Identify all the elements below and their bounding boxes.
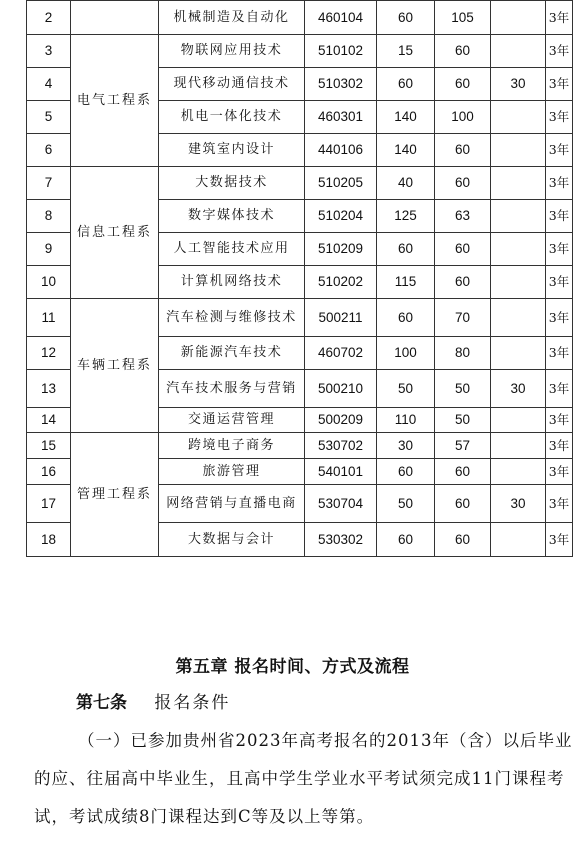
major-code: 500211 [305,299,377,337]
major-name: 大数据与会计 [159,523,305,557]
row-number: 8 [27,200,71,233]
major-name: 旅游管理 [159,459,305,485]
study-duration: 3年 [546,337,573,370]
plan-count-a: 30 [377,433,435,459]
major-name: 机械制造及自动化 [159,1,305,35]
plan-count-c [491,134,546,167]
plan-count-a: 15 [377,35,435,68]
row-number: 7 [27,167,71,200]
row-number: 11 [27,299,71,337]
study-duration: 3年 [546,200,573,233]
plan-count-b: 60 [435,167,491,200]
row-number: 3 [27,35,71,68]
plan-count-c [491,523,546,557]
plan-count-c: 30 [491,68,546,101]
major-code: 510205 [305,167,377,200]
row-number: 10 [27,266,71,299]
row-number: 14 [27,408,71,433]
row-number: 16 [27,459,71,485]
major-name: 网络营销与直播电商 [159,485,305,523]
plan-count-b: 60 [435,266,491,299]
row-number: 15 [27,433,71,459]
plan-count-c [491,1,546,35]
major-code: 510209 [305,233,377,266]
major-name: 计算机网络技术 [159,266,305,299]
major-name: 机电一体化技术 [159,101,305,134]
plan-count-a: 60 [377,459,435,485]
plan-count-c [491,299,546,337]
major-code: 440106 [305,134,377,167]
plan-count-b: 70 [435,299,491,337]
row-number: 5 [27,101,71,134]
study-duration: 3年 [546,370,573,408]
major-name: 数字媒体技术 [159,200,305,233]
plan-count-a: 60 [377,523,435,557]
major-name: 汽车技术服务与营销 [159,370,305,408]
plan-count-b: 60 [435,485,491,523]
major-code: 510302 [305,68,377,101]
study-duration: 3年 [546,35,573,68]
major-code: 500209 [305,408,377,433]
department-cell: 电气工程系 [71,35,159,167]
plan-count-c [491,200,546,233]
plan-count-c [491,337,546,370]
plan-count-a: 100 [377,337,435,370]
study-duration: 3年 [546,1,573,35]
table-row [27,167,573,200]
enrollment-plan-table [26,0,573,557]
plan-count-a: 115 [377,266,435,299]
plan-count-c [491,433,546,459]
study-duration: 3年 [546,167,573,200]
study-duration: 3年 [546,299,573,337]
plan-count-a: 60 [377,1,435,35]
table-row [27,433,573,459]
major-code: 510202 [305,266,377,299]
plan-count-a: 125 [377,200,435,233]
plan-count-c [491,35,546,68]
major-code: 510204 [305,200,377,233]
major-code: 530302 [305,523,377,557]
plan-count-c [491,101,546,134]
plan-count-a: 60 [377,299,435,337]
study-duration: 3年 [546,266,573,299]
eligibility-paragraph: （一）已参加贵州省2023年高考报名的2013年（含）以后毕业的应、往届高中毕业生，且高中学生学业水平考试须完成11门课程考试，考试成绩8门课程达到C等及以上等第。 [34,731,573,826]
major-name: 交通运营管理 [159,408,305,433]
study-duration: 3年 [546,459,573,485]
major-name: 新能源汽车技术 [159,337,305,370]
study-duration: 3年 [546,134,573,167]
plan-count-c: 30 [491,485,546,523]
table-body [27,1,573,557]
row-number: 17 [27,485,71,523]
plan-count-c [491,459,546,485]
major-name: 跨境电子商务 [159,433,305,459]
plan-count-c [491,233,546,266]
chapter-heading: 第五章 报名时间、方式及流程 [175,657,410,677]
plan-count-b: 60 [435,523,491,557]
article-title: 报名条件 [154,693,231,713]
department-cell: 管理工程系 [71,433,159,557]
plan-count-b: 100 [435,101,491,134]
major-code: 530704 [305,485,377,523]
table-row [27,35,573,68]
study-duration: 3年 [546,101,573,134]
study-duration: 3年 [546,433,573,459]
plan-count-a: 60 [377,233,435,266]
plan-count-a: 50 [377,370,435,408]
plan-count-b: 50 [435,370,491,408]
row-number: 9 [27,233,71,266]
major-name: 汽车检测与维修技术 [159,299,305,337]
row-number: 13 [27,370,71,408]
study-duration: 3年 [546,233,573,266]
major-name: 现代移动通信技术 [159,68,305,101]
plan-count-a: 110 [377,408,435,433]
row-number: 6 [27,134,71,167]
article-line [76,688,230,713]
major-name: 建筑室内设计 [159,134,305,167]
major-code: 460301 [305,101,377,134]
plan-count-b: 105 [435,1,491,35]
row-number: 18 [27,523,71,557]
major-name: 物联网应用技术 [159,35,305,68]
table-row [27,1,573,35]
department-cell: 信息工程系 [71,167,159,299]
plan-count-a: 140 [377,134,435,167]
plan-count-c [491,167,546,200]
plan-count-b: 57 [435,433,491,459]
major-name: 大数据技术 [159,167,305,200]
study-duration: 3年 [546,485,573,523]
plan-count-b: 60 [435,68,491,101]
table-row [27,299,573,337]
plan-count-b: 60 [435,233,491,266]
plan-count-b: 80 [435,337,491,370]
plan-count-a: 50 [377,485,435,523]
major-code: 510102 [305,35,377,68]
plan-count-c: 30 [491,370,546,408]
major-code: 540101 [305,459,377,485]
plan-count-a: 60 [377,68,435,101]
row-number: 2 [27,1,71,35]
plan-count-a: 40 [377,167,435,200]
plan-count-b: 60 [435,134,491,167]
article-number: 第七条 [76,693,127,713]
major-name: 人工智能技术应用 [159,233,305,266]
plan-count-b: 60 [435,459,491,485]
major-code: 530702 [305,433,377,459]
major-code: 460702 [305,337,377,370]
plan-count-c [491,408,546,433]
study-duration: 3年 [546,408,573,433]
major-code: 500210 [305,370,377,408]
study-duration: 3年 [546,523,573,557]
plan-count-b: 60 [435,35,491,68]
plan-count-c [491,266,546,299]
major-code: 460104 [305,1,377,35]
plan-count-b: 50 [435,408,491,433]
row-number: 4 [27,68,71,101]
department-cell [71,1,159,35]
plan-count-a: 140 [377,101,435,134]
row-number: 12 [27,337,71,370]
plan-count-b: 63 [435,200,491,233]
study-duration: 3年 [546,68,573,101]
department-cell: 车辆工程系 [71,299,159,433]
